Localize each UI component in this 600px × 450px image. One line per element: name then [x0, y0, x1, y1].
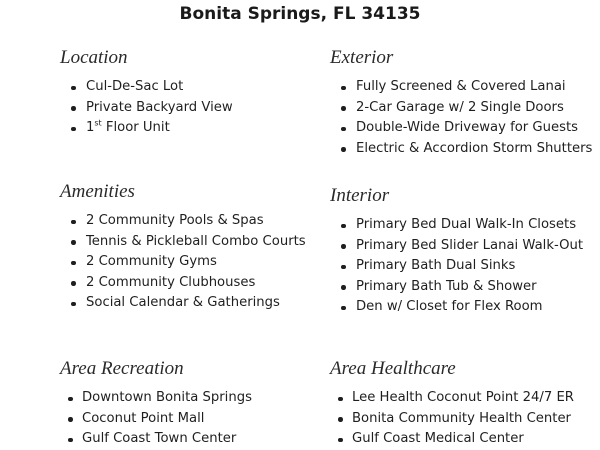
- floor-number: 1: [86, 120, 95, 135]
- list-item: Primary Bath Dual Sinks: [330, 256, 583, 277]
- list-item: Cul-De-Sac Lot: [60, 77, 233, 98]
- list-item: Primary Bath Tub & Shower: [330, 277, 583, 298]
- amenities-list: [60, 211, 306, 314]
- list-item: Den w/ Closet for Flex Room: [330, 297, 583, 318]
- floor-unit-text: Floor Unit: [101, 120, 170, 135]
- list-item: Gulf Coast Town Center: [60, 429, 252, 450]
- list-item: Downtown Bonita Springs: [60, 388, 252, 409]
- location-list: [60, 77, 233, 139]
- list-item: Lee Health Coconut Point 24/7 ER: [330, 388, 574, 409]
- list-item: 2 Community Clubhouses: [60, 273, 306, 294]
- list-item: Bonita Community Health Center: [330, 409, 574, 430]
- section-amenities: [60, 181, 306, 314]
- section-interior: [330, 185, 583, 318]
- section-title-area-healthcare: Area Healthcare: [330, 358, 456, 379]
- section-title-location: Location: [60, 47, 128, 68]
- list-item: Gulf Coast Medical Center: [330, 429, 574, 450]
- list-item: 2 Community Pools & Spas: [60, 211, 306, 232]
- section-area-healthcare: [330, 358, 574, 450]
- list-item: Primary Bed Dual Walk-In Closets: [330, 215, 583, 236]
- section-location: [60, 47, 233, 139]
- section-title-amenities: Amenities: [60, 181, 135, 202]
- section-title-exterior: Exterior: [330, 47, 394, 68]
- list-item: Fully Screened & Covered Lanai: [330, 77, 592, 98]
- area-healthcare-list: [330, 388, 574, 450]
- interior-list: [330, 215, 583, 318]
- list-item: 2-Car Garage w/ 2 Single Doors: [330, 98, 592, 119]
- exterior-list: [330, 77, 592, 159]
- list-item: Tennis & Pickleball Combo Courts: [60, 232, 306, 253]
- list-item: Electric & Accordion Storm Shutters: [330, 139, 592, 160]
- list-item: 2 Community Gyms: [60, 252, 306, 273]
- area-recreation-list: [60, 388, 252, 450]
- list-item: Private Backyard View: [60, 98, 233, 119]
- section-area-recreation: [60, 358, 252, 450]
- list-item: Social Calendar & Gatherings: [60, 293, 306, 314]
- list-item: Coconut Point Mall: [60, 409, 252, 430]
- list-item: Primary Bed Slider Lanai Walk-Out: [330, 236, 583, 257]
- section-title-interior: Interior: [330, 185, 390, 206]
- list-item: [60, 118, 233, 139]
- address-heading: Bonita Springs, FL 34135: [179, 4, 421, 24]
- list-item: Double-Wide Driveway for Guests: [330, 118, 592, 139]
- floor-ordinal-suffix: st: [94, 118, 102, 128]
- section-exterior: [330, 47, 592, 159]
- section-title-area-recreation: Area Recreation: [60, 358, 184, 379]
